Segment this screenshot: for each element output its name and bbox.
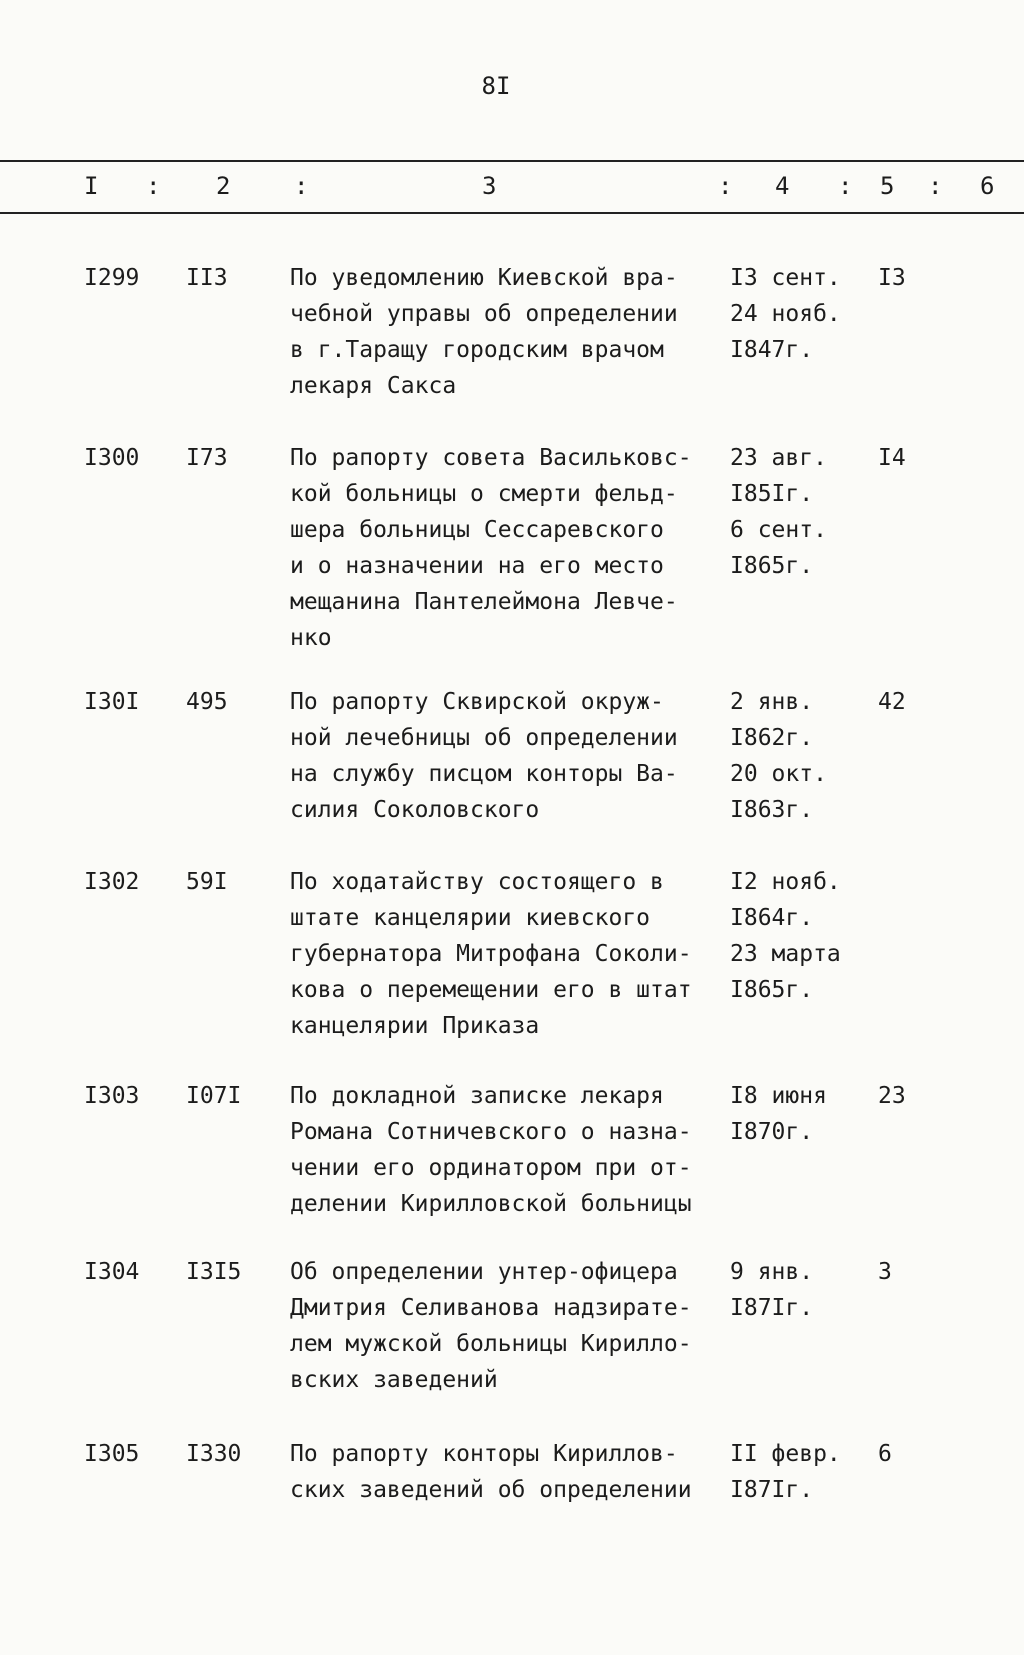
description-line: лем мужской больницы Кирилло-: [290, 1331, 692, 1357]
file-number: 59I: [186, 869, 228, 895]
item-dates: [730, 864, 870, 1008]
date-line: 20 окт.: [730, 761, 827, 787]
description-line: вских заведений: [290, 1367, 498, 1393]
item-number: I303: [84, 1083, 140, 1109]
sheet-count: 42: [878, 689, 906, 715]
date-line: I870г.: [730, 1119, 814, 1145]
header-separator-1: :: [146, 172, 161, 200]
description-line: лекаря Сакса: [290, 373, 457, 399]
date-line: I3 сент.: [730, 265, 841, 291]
date-line: I2 нояб.: [730, 869, 841, 895]
item-number: I300: [84, 445, 140, 471]
description-line: По рапорту совета Васильковс-: [290, 445, 692, 471]
description-line: По ходатайству состоящего в: [290, 869, 664, 895]
header-separator-2: :: [294, 172, 309, 200]
date-line: I87Iг.: [730, 1477, 814, 1503]
description-line: ной лечебницы об определении: [290, 725, 678, 751]
description-line: кова о перемещении его в штат: [290, 977, 692, 1003]
header-col-6: 6: [980, 172, 995, 200]
description-line: шера больницы Сессаревского: [290, 517, 664, 543]
item-dates: [730, 1078, 870, 1150]
sheet-count: 23: [878, 1083, 906, 1109]
header-col-1: I: [84, 172, 99, 200]
description-line: чебной управы об определении: [290, 301, 678, 327]
description-line: делении Кирилловской больницы: [290, 1191, 692, 1217]
date-line: 24 нояб.: [730, 301, 841, 327]
date-line: I847г.: [730, 337, 814, 363]
header-separator-4: :: [838, 172, 853, 200]
description-line: и о назначении на его место: [290, 553, 664, 579]
header-col-2: 2: [216, 172, 231, 200]
header-col-4: 4: [775, 172, 790, 200]
date-line: 2 янв.: [730, 689, 814, 715]
date-line: 23 авг.: [730, 445, 827, 471]
item-description: [290, 1254, 730, 1398]
header-separator-3: :: [718, 172, 733, 200]
description-line: в г.Таращу городским врачом: [290, 337, 664, 363]
description-line: канцелярии Приказа: [290, 1013, 540, 1039]
description-line: По уведомлению Киевской вра-: [290, 265, 678, 291]
date-line: I85Iг.: [730, 481, 814, 507]
description-line: на службу писцом конторы Ва-: [290, 761, 678, 787]
item-number: I302: [84, 869, 140, 895]
date-line: II февр.: [730, 1441, 841, 1467]
description-line: Дмитрия Селиванова надзирате-: [290, 1295, 692, 1321]
date-line: I863г.: [730, 797, 814, 823]
sheet-count: 6: [878, 1441, 892, 1467]
date-line: 23 марта: [730, 941, 841, 967]
date-line: I87Iг.: [730, 1295, 814, 1321]
date-line: I865г.: [730, 553, 814, 579]
description-line: штате канцелярии киевского: [290, 905, 651, 931]
description-line: По докладной записке лекаря: [290, 1083, 664, 1109]
item-description: [290, 684, 730, 828]
file-number: II3: [186, 265, 228, 291]
item-number: I304: [84, 1259, 140, 1285]
item-dates: [730, 260, 870, 368]
column-header-row: [0, 160, 1024, 214]
description-line: мещанина Пантелеймона Левче-: [290, 589, 678, 615]
sheet-count: I4: [878, 445, 906, 471]
item-dates: [730, 684, 870, 828]
item-number: I305: [84, 1441, 140, 1467]
description-line: Романа Сотничевского о назна-: [290, 1119, 692, 1145]
date-line: I865г.: [730, 977, 814, 1003]
item-dates: [730, 1436, 870, 1508]
description-line: чении его ординатором при от-: [290, 1155, 692, 1181]
item-description: [290, 260, 730, 404]
item-description: [290, 864, 730, 1044]
date-line: I8 июня: [730, 1083, 827, 1109]
file-number: I3I5: [186, 1259, 242, 1285]
file-number: I73: [186, 445, 228, 471]
description-line: ских заведений об определении: [290, 1477, 692, 1503]
date-line: 6 сент.: [730, 517, 827, 543]
header-col-3: 3: [482, 172, 497, 200]
sheet-count: I3: [878, 265, 906, 291]
date-line: I864г.: [730, 905, 814, 931]
date-line: 9 янв.: [730, 1259, 814, 1285]
item-description: [290, 1078, 730, 1222]
date-line: I862г.: [730, 725, 814, 751]
item-description: [290, 440, 730, 656]
file-number: 495: [186, 689, 228, 715]
description-line: По рапорту Сквирской окруж-: [290, 689, 664, 715]
item-description: [290, 1436, 730, 1508]
description-line: нко: [290, 625, 332, 651]
item-number: I299: [84, 265, 140, 291]
item-dates: [730, 440, 870, 584]
description-line: силия Соколовского: [290, 797, 540, 823]
page-number: 8I: [481, 72, 511, 100]
header-col-5: 5: [880, 172, 895, 200]
file-number: I330: [186, 1441, 242, 1467]
item-number: I30I: [84, 689, 140, 715]
description-line: губернатора Митрофана Соколи-: [290, 941, 692, 967]
item-dates: [730, 1254, 870, 1326]
header-separator-5: :: [928, 172, 943, 200]
description-line: кой больницы о смерти фельд-: [290, 481, 678, 507]
file-number: I07I: [186, 1083, 242, 1109]
sheet-count: 3: [878, 1259, 892, 1285]
description-line: По рапорту конторы Кириллов-: [290, 1441, 678, 1467]
description-line: Об определении унтер-офицера: [290, 1259, 678, 1285]
